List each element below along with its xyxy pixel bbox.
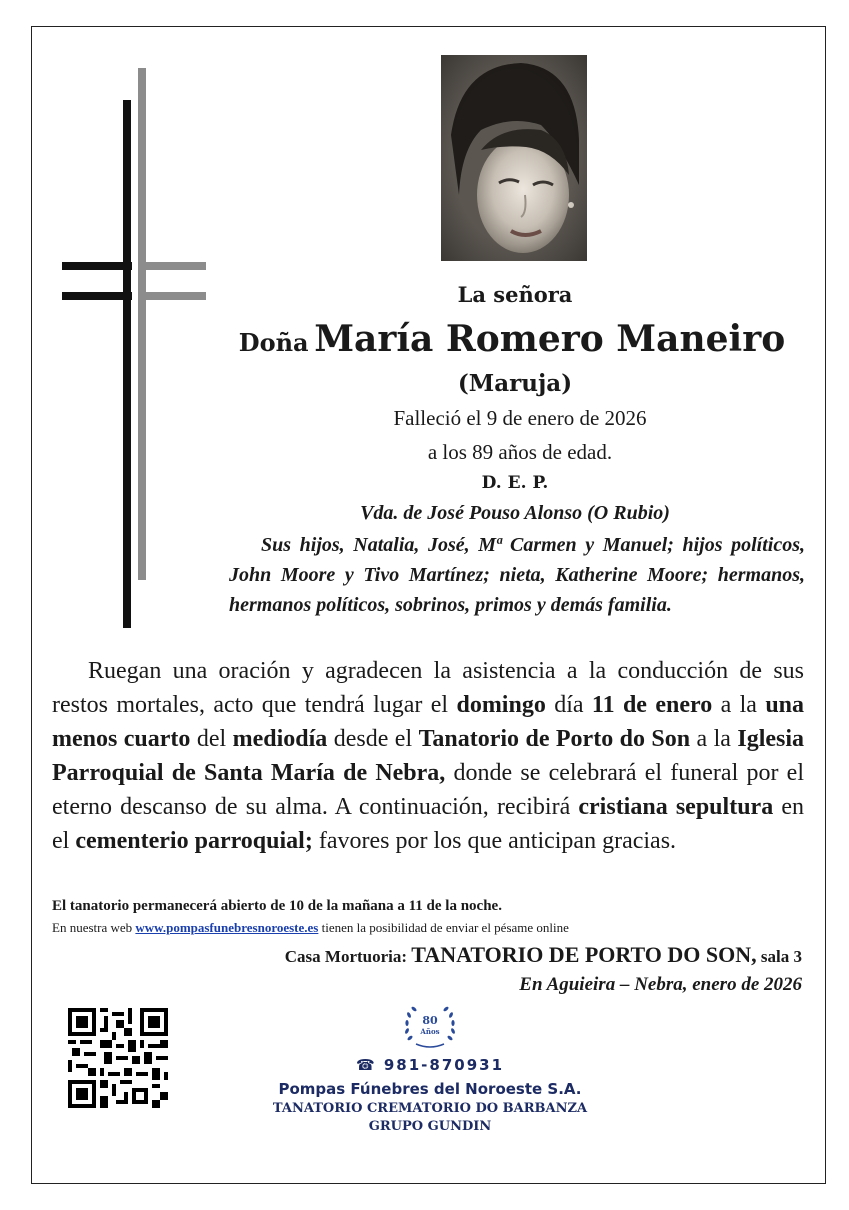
crematorio-name: TANATORIO CREMATORIO DO BARBANZA (272, 1101, 588, 1116)
deceased-name: María Romero Maneiro (314, 318, 786, 360)
body-text-1: Ruegan una oración y agradecen la asistencia a la conducción de sus restos mortales, acto que tendrá lugar el (52, 658, 804, 718)
phone-line (340, 1056, 520, 1074)
body-bold-tanatorio: Tanatorio de Porto do Son (418, 726, 691, 752)
casa-place: TANATORIO DE PORTO DO SON, (411, 942, 757, 967)
body-bold-midday: mediodía (232, 726, 328, 752)
family-list (229, 530, 805, 620)
widow-of: Vda. de José Pouso Alonso (O Rubio) (360, 502, 670, 524)
cross-horizontal-black-2 (62, 292, 132, 300)
death-date: Falleció el 9 de enero de 2026 (393, 406, 647, 430)
phone-number[interactable]: 981-870931 (383, 1056, 505, 1074)
tanatorio-hours-note: El tanatorio permanecerá abierto de 10 de la mañana a 11 de la noche. (52, 898, 502, 914)
body-bold-cemetery: cementerio parroquial; (75, 828, 313, 854)
body-text-8: en el (52, 794, 805, 854)
body-text-7: donde se celebrará el funeral por el eterno descanso de su alma. A continuación, recibirá (52, 760, 804, 820)
group-name: GRUPO GUNDIN (368, 1119, 492, 1134)
logo-label: Años (420, 1027, 440, 1036)
phone-icon: ☎ (355, 1056, 377, 1074)
place-date: En Aguieira – Nebra, enero de 2026 (519, 974, 802, 995)
body-text-6: a la (696, 726, 731, 752)
cross-horizontal-black (62, 262, 132, 270)
name-prefix: Doña (238, 328, 309, 357)
body-text-2: día (554, 692, 584, 718)
casa-sala: sala 3 (760, 947, 802, 966)
body-text-4: del (196, 726, 227, 752)
web-note-suffix: tienen la posibilidad de enviar el pésame online (321, 920, 569, 935)
body-bold-burial: cristiana sepultura (578, 794, 774, 820)
nickname: (Maruja) (457, 370, 573, 397)
age: a los 89 años de edad. (427, 440, 613, 464)
dep-abbreviation: D. E. P. (481, 473, 549, 493)
cross-horizontal-grey-2 (138, 292, 206, 300)
casa-label: Casa Mortuoria: (284, 947, 408, 966)
body-bold-time: una menos cuarto (52, 692, 805, 752)
web-note-prefix: En nuestra web (52, 920, 133, 935)
body-text-5: desde el (333, 726, 413, 752)
casa-mortuoria (285, 942, 802, 968)
portrait-photo (441, 55, 587, 261)
cross-horizontal-grey (138, 262, 206, 270)
deceased-name-line (232, 318, 792, 360)
cross-vertical-grey (138, 68, 146, 580)
body-bold-date: 11 de enero (591, 692, 713, 718)
body-bold-church: Iglesia Parroquial de Santa María de Nebra, (52, 726, 805, 786)
body-bold-day: domingo (456, 692, 546, 718)
web-condolence-note (52, 920, 569, 936)
ceremony-paragraph (52, 654, 804, 858)
title-senora: La señora (457, 282, 573, 307)
laurel-wreath-logo-icon (402, 1002, 458, 1050)
body-text-9: favores por los que anticipan gracias. (318, 828, 677, 854)
website-link[interactable]: www.pompasfunebresnoroeste.es (135, 920, 319, 935)
family-text: Sus hijos, Natalia, José, Mª Carmen y Manuel; hijos políticos, John Moore y Tivo Martínez; nieta, Katherine Moore; hermanos, hermanos políticos, sobrinos, primos y demás familia. (229, 534, 805, 616)
body-text-3: a la (720, 692, 757, 718)
company-name: Pompas Fúnebres del Noroeste S.A. (278, 1080, 582, 1098)
cross-vertical-black (123, 100, 131, 628)
logo-years: 80 (422, 1014, 438, 1027)
qr-code-icon[interactable] (68, 1008, 168, 1108)
